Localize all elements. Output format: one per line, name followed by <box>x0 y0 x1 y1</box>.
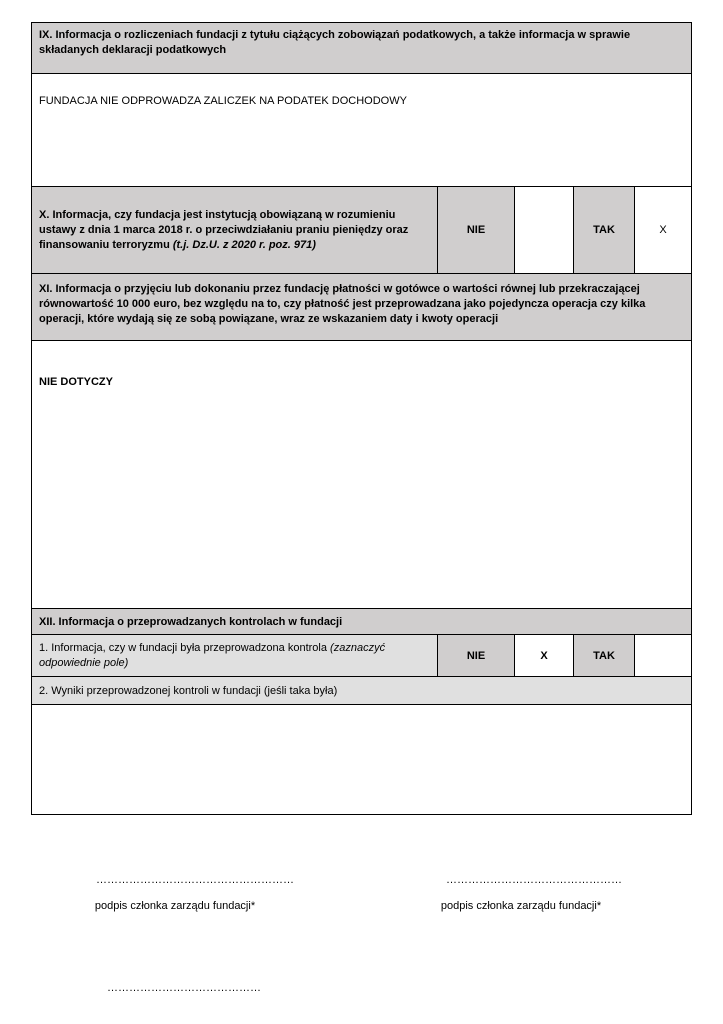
section-xii-nie-checkbox[interactable] <box>514 634 574 677</box>
section-ix-heading-text: IX. Informacja o rozliczeniach fundacji z tytułu ciążących zobowiązań podatkowych, a także informacja w sprawie składanych deklaracji podatkowych <box>39 29 631 56</box>
section-x-tak-label-text: TAK <box>593 224 615 236</box>
section-ix-content-text: FUNDACJA NIE ODPROWADZA ZALICZEK NA PODATEK DOCHODOWY <box>39 95 407 107</box>
section-x-tak-mark: X <box>659 224 667 236</box>
section-xii-tak-label-text: TAK <box>593 649 615 662</box>
section-xii-q1-hint: (zaznaczyć odpowiednie pole) <box>39 641 386 669</box>
section-xii-heading-text: XII. Informacja o przeprowadzanych kontrolach w fundacji <box>39 615 343 628</box>
section-xii-q1 <box>31 634 438 677</box>
section-xii-q2 <box>31 676 692 705</box>
signature-label-left <box>60 900 290 912</box>
section-ix-content <box>31 73 692 187</box>
section-xii-heading <box>31 608 692 635</box>
signature-line-right <box>446 874 622 886</box>
section-x-nie-label <box>437 186 515 274</box>
section-xi-content <box>31 340 692 609</box>
section-xii-q1-text: 1. Informacja, czy w fundacji była przeprowadzona kontrola <box>39 641 327 654</box>
section-xii-tak-checkbox[interactable] <box>634 634 692 677</box>
section-x-heading-ref: (t.j. Dz.U. z 2020 r. poz. 971) <box>172 238 316 251</box>
section-xi-heading-text: XI. Informacja o przyjęciu lub dokonaniu przez fundację płatności w gotówce o wartości równej lub przekraczającej równowartość 10 000 euro, bez względu na to, czy płatność jest przeprowadzana jako pojedyncza operacja czy kilka operacji, które wydają się ze sobą powiązane, wraz ze wskazaniem daty i kwoty operacji <box>39 283 646 325</box>
section-x-tak-label <box>573 186 635 274</box>
section-x-heading <box>31 186 438 274</box>
section-xi-content-text: NIE DOTYCZY <box>39 376 113 388</box>
signature-line-bottom-text: …………………………………… <box>107 982 261 994</box>
section-x-heading-text: X. Informacja, czy fundacja jest instytucją obowiązaną w rozumieniu ustawy z dnia 1 marca 2018 r. o przeciwdziałaniu praniu pieniędzy oraz finansowaniu terroryzmu <box>39 208 409 251</box>
signature-label-left-text: podpis członka zarządu fundacji* <box>94 900 256 912</box>
signature-line-left-text: ……………………………………………… <box>96 874 294 886</box>
section-x-tak-checkbox[interactable] <box>634 186 692 274</box>
signature-label-right-text: podpis członka zarządu fundacji* <box>440 900 602 912</box>
section-xii-nie-label <box>437 634 515 677</box>
section-xii-q2-text: 2. Wyniki przeprowadzonej kontroli w fundacji (jeśli taka była) <box>39 684 338 697</box>
signature-label-right <box>406 900 636 912</box>
section-xii-nie-mark: X <box>540 649 548 662</box>
section-xi-heading <box>31 273 692 341</box>
signature-line-left <box>96 874 294 886</box>
section-x-nie-checkbox[interactable] <box>514 186 574 274</box>
section-xii-nie-label-text: NIE <box>466 649 486 662</box>
signature-line-right-text: ………………………………………… <box>446 874 622 886</box>
section-xii-tak-label <box>573 634 635 677</box>
section-xii-q2-content[interactable] <box>31 704 692 815</box>
section-ix-heading <box>31 22 692 74</box>
section-x-nie-label-text: NIE <box>466 224 486 236</box>
signature-line-bottom <box>107 982 261 994</box>
